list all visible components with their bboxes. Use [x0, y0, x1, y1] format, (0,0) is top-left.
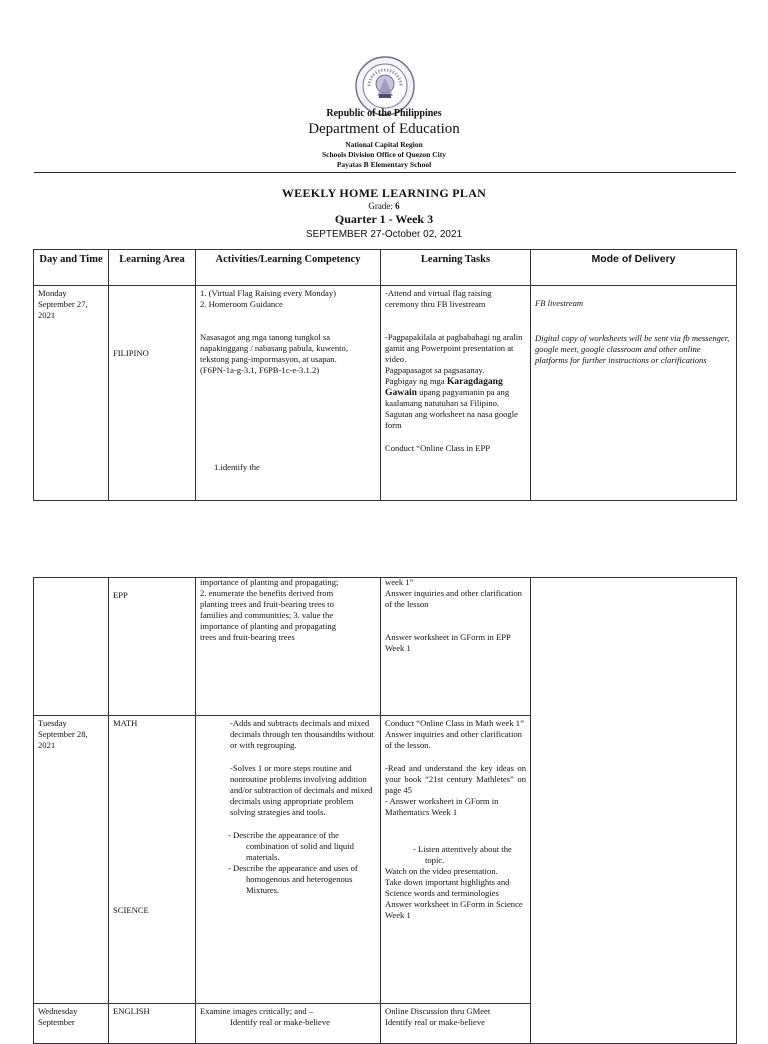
day-cell — [34, 578, 109, 716]
page-gap — [0, 510, 768, 560]
area-cell: MATH SCIENCE — [109, 716, 196, 1004]
activities-cell: -Adds and subtracts decimals and mixed decimals through ten thousandths without or with regrouping. -Solves 1 or more steps routine and nonroutine problems involving addition and/or subtraction of decimals and mixed decimals using appropriate problem solving strategies and tools. - Describe the appearance of the combination of solid and liquid materials. - Describe the appearance and uses of homogenous and heterogenous Mixtures. — [196, 716, 381, 1004]
table-row — [34, 578, 737, 716]
mode-cell: FB livestream Digital copy of worksheets will be sent via fb messenger, google meet, google classroom and other online platforms for further instructions or clarifications — [531, 286, 737, 501]
division-line: Schools Division Office of Quezon City — [322, 150, 446, 159]
area-cell: ENGLISH — [109, 1004, 196, 1044]
region-line: National Capital Region — [345, 140, 423, 149]
tasks-cell: week 1” Answer inquiries and other clarification of the lesson Answer worksheet in GForm in EPP Week 1 — [381, 578, 531, 716]
area-cell: FILIPINO — [109, 286, 196, 501]
activities-cell: importance of planting and propagating; 2. enumerate the benefits derived from planting trees and fruit-bearing trees to families and communities; 3. value the importance of planting and propagating trees and fruit-bearing trees — [196, 578, 381, 716]
tasks-cell: -Attend and virtual flag raising ceremony thru FB livestream -Pagpapakilala at pagbabahagi ng aralin gamit ang Powerpoint presentation at video. Pagpapasagot sa pagsasanay. Pagbigay ng mga Karagdagang Gawain upang pagyamanin pa ang kaalamang natutuhan sa Filipino. Sagutan ang worksheet na nasa google form Conduct “Online Class in EPP — [381, 286, 531, 501]
col-area: Learning Area — [109, 250, 196, 286]
school-line: Payatas B Elementary School — [336, 160, 432, 169]
document-page-1 — [0, 0, 768, 510]
quarter-line: Quarter 1 - Week 3 — [334, 212, 434, 226]
activities-cell: 1. (Virtual Flag Raising every Monday) 2. Homeroom Guidance Nasasagot ang mga tanong tungkol sa napakinggang / nabasang pabula, kuwento, tekstong pang-impormasyon, at usapan. (F6PN-1a-g-3.1, F6PB-1c-e-3.1.2) 1.identify the — [196, 286, 381, 501]
deped-seal-icon — [355, 56, 415, 116]
header-divider — [34, 172, 736, 173]
col-tasks: Learning Tasks — [381, 250, 531, 286]
learning-plan-table-continued — [33, 577, 737, 1044]
col-activities: Activities/Learning Competency — [196, 250, 381, 286]
mode-cell — [531, 578, 737, 1044]
grade-line: Grade: 6 — [368, 201, 400, 211]
day-cell: Tuesday September 28, 2021 — [34, 716, 109, 1004]
col-mode: Mode of Delivery — [531, 250, 737, 286]
plan-title: WEEKLY HOME LEARNING PLAN — [281, 186, 487, 200]
date-range: SEPTEMBER 27-October 02, 2021 — [305, 229, 463, 240]
table-header-row — [34, 250, 737, 286]
document-page-2 — [0, 560, 768, 1027]
tasks-cell: Online Discussion thru GMeet Identify real or make-believe — [381, 1004, 531, 1044]
activities-cell: Examine images critically; and – Identify real or make-believe — [196, 1004, 381, 1044]
republic-line: Republic of the Philippines — [326, 108, 442, 119]
department-line: Department of Education — [308, 121, 460, 137]
day-cell: Wednesday September — [34, 1004, 109, 1044]
area-cell: EPP — [109, 578, 196, 716]
col-day: Day and Time — [34, 250, 109, 286]
day-cell: Monday September 27, 2021 — [34, 286, 109, 501]
table-row — [34, 286, 737, 501]
learning-plan-table — [33, 249, 737, 501]
tasks-cell: Conduct “Online Class in Math week 1” Answer inquiries and other clarification of the lesson. -Read and understand the key ideas on your book “21st century Mathletes” on page 45 - Answer worksheet in GForm in Mathematics Week 1 - Listen attentively about the topic. Watch on the video presentation. Take down important highlights and Science words and terminologies Answer worksheet in GForm in Science Week 1 — [381, 716, 531, 1004]
